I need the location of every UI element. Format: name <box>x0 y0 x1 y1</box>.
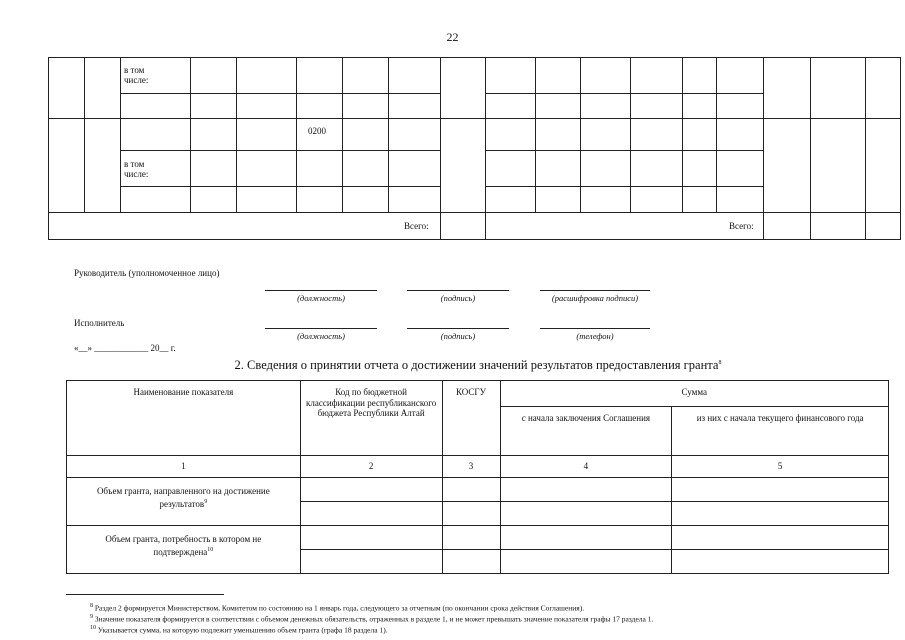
header-kosgu: КОСГУ <box>442 381 500 456</box>
header-current-year: из них с начала текущего финансового года <box>672 407 889 456</box>
decoding-caption: (расшифровка подписи) <box>551 293 639 303</box>
phone-caption: (телефон) <box>576 331 614 341</box>
signature-caption: (подпись) <box>440 293 476 303</box>
section2-title: 2. Сведения о принятии отчета о достижении значений результатов предоставления гранта$^8$ <box>234 358 722 372</box>
date-line: «__» ____________ 20__ г. <box>74 343 176 353</box>
row-grant-unconfirmed: Объем гранта, потребность в котором не подтверждена$^{10}$ <box>67 526 301 574</box>
col-number: 2 <box>300 456 442 478</box>
row-grant-directed: Объем гранта, направленного на достижение результатов$^9$ <box>67 478 301 526</box>
col-number: 3 <box>442 456 500 478</box>
top-row-label-2: в том числе: <box>124 159 149 179</box>
grant-acceptance-table <box>66 380 889 574</box>
footnote-9: $^9$ Значение показателя формируется в соответствии с объемом денежных обязательств, отраженных в разделе 1, и не может превышать значение показателя графы 17 раздела 1. <box>90 614 654 624</box>
signature-caption-2: (подпись) <box>440 331 476 341</box>
header-name: Наименование показателя <box>67 381 301 456</box>
total-left: Всего: <box>404 221 429 231</box>
header-code: Код по бюджетной классификации республиканского бюджета Республики Алтай <box>300 381 442 456</box>
header-from-start: с начала заключения Соглашения <box>500 407 672 456</box>
head-label: Руководитель (уполномоченное лицо) <box>74 268 220 278</box>
page-number: 22 <box>446 30 459 44</box>
col-number: 4 <box>500 456 672 478</box>
executor-label: Исполнитель <box>74 318 125 328</box>
col-number: 1 <box>67 456 301 478</box>
col-number: 5 <box>672 456 889 478</box>
position-caption-2: (должность) <box>297 331 345 341</box>
footnote-8: $^8$ Раздел 2 формируется Министерством, Комитетом по состоянию на 1 январь года, следующего за отчетным (по окончании срока действия Соглашения). <box>90 603 585 613</box>
top-row-code: 0200 <box>308 126 326 136</box>
top-row-label-1: в том числе: <box>124 65 149 85</box>
footnote-separator <box>66 594 224 595</box>
header-sum: Сумма <box>500 381 889 407</box>
position-caption: (должность) <box>297 293 345 303</box>
footnote-10: $^{10}$ Указывается сумма, на которую подлежит уменьшению объем гранта (графа 18 раздела 1). <box>90 625 388 635</box>
total-right: Всего: <box>729 221 754 231</box>
